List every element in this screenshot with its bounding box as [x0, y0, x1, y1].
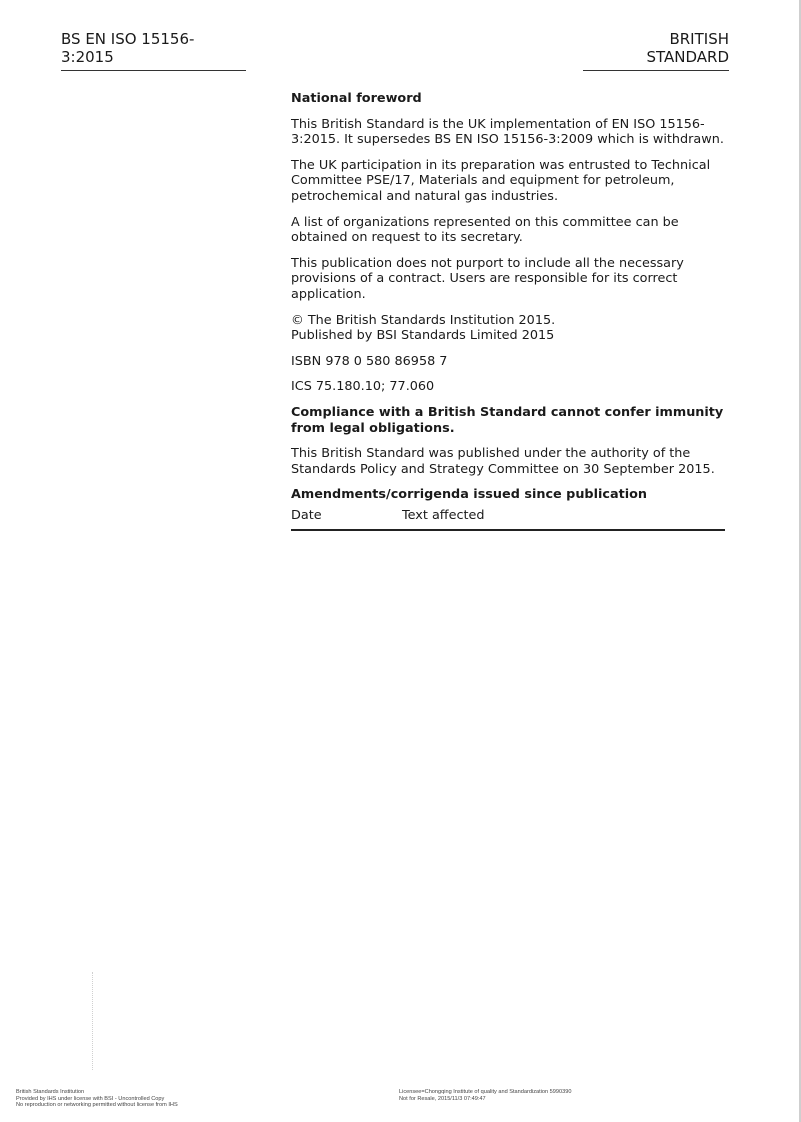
national-foreword — [291, 91, 725, 531]
header-standard-type: BRITISH STANDARD — [583, 30, 729, 71]
copyright-block — [291, 313, 725, 344]
footer-right — [399, 1089, 659, 1102]
footer-right-line: Not for Resale, 2015/11/3 07:49:47 — [399, 1095, 486, 1102]
amendments-col-text: Text affected — [402, 507, 485, 523]
footer-left — [16, 1089, 256, 1109]
footer-left-line: British Standards Institution — [16, 1089, 85, 1095]
footer-left-line: No reproduction or networking permitted without license from IHS — [16, 1102, 178, 1109]
ics: ICS 75.180.10; 77.060 — [291, 379, 435, 395]
header-standard-number: BS EN ISO 15156-3:2015 — [61, 30, 246, 71]
foreword-paragraph-contract: This publication does not purport to include all the necessary provisions of a contract. Users are responsible for its correct application. — [291, 255, 684, 302]
publisher-line: Published by BSI Standards Limited 2015 — [291, 328, 555, 344]
foreword-paragraph-committee: The UK participation in its preparation was entrusted to Technical Committee PSE/17, Materials and equipment for petroleum, petrochemical and natural gas industries. — [291, 157, 711, 204]
foreword-paragraph-implementation: This British Standard is the UK implementation of EN ISO 15156-3:2015. It supersedes BS EN ISO 15156-3:2009 which is withdrawn. — [291, 116, 724, 148]
foreword-paragraph-organizations: A list of organizations represented on this committee can be obtained on request to its secretary. — [291, 214, 679, 246]
authority-statement: This British Standard was published under the authority of the Standards Policy and Strategy Committee on 30 September 2015. — [291, 446, 715, 477]
copyright-line: © The British Standards Institution 2015. — [291, 312, 556, 328]
amendments-table-header — [291, 508, 725, 532]
foreword-title: National foreword — [291, 91, 422, 106]
isbn: ISBN 978 0 580 86958 7 — [291, 353, 448, 369]
amendments-col-date: Date — [291, 507, 322, 523]
amendments-title: Amendments/corrigenda issued since publication — [291, 487, 647, 503]
compliance-notice: Compliance with a British Standard cannot confer immunity from legal obligations. — [291, 404, 724, 436]
footer-left-line: Provided by IHS under license with BSI - Uncontrolled Copy — [16, 1095, 165, 1102]
footer-right-line: Licensee=Chongqing Institute of quality and Standardization 5990390 — [399, 1089, 572, 1095]
margin-dotted-mark — [92, 972, 99, 1070]
